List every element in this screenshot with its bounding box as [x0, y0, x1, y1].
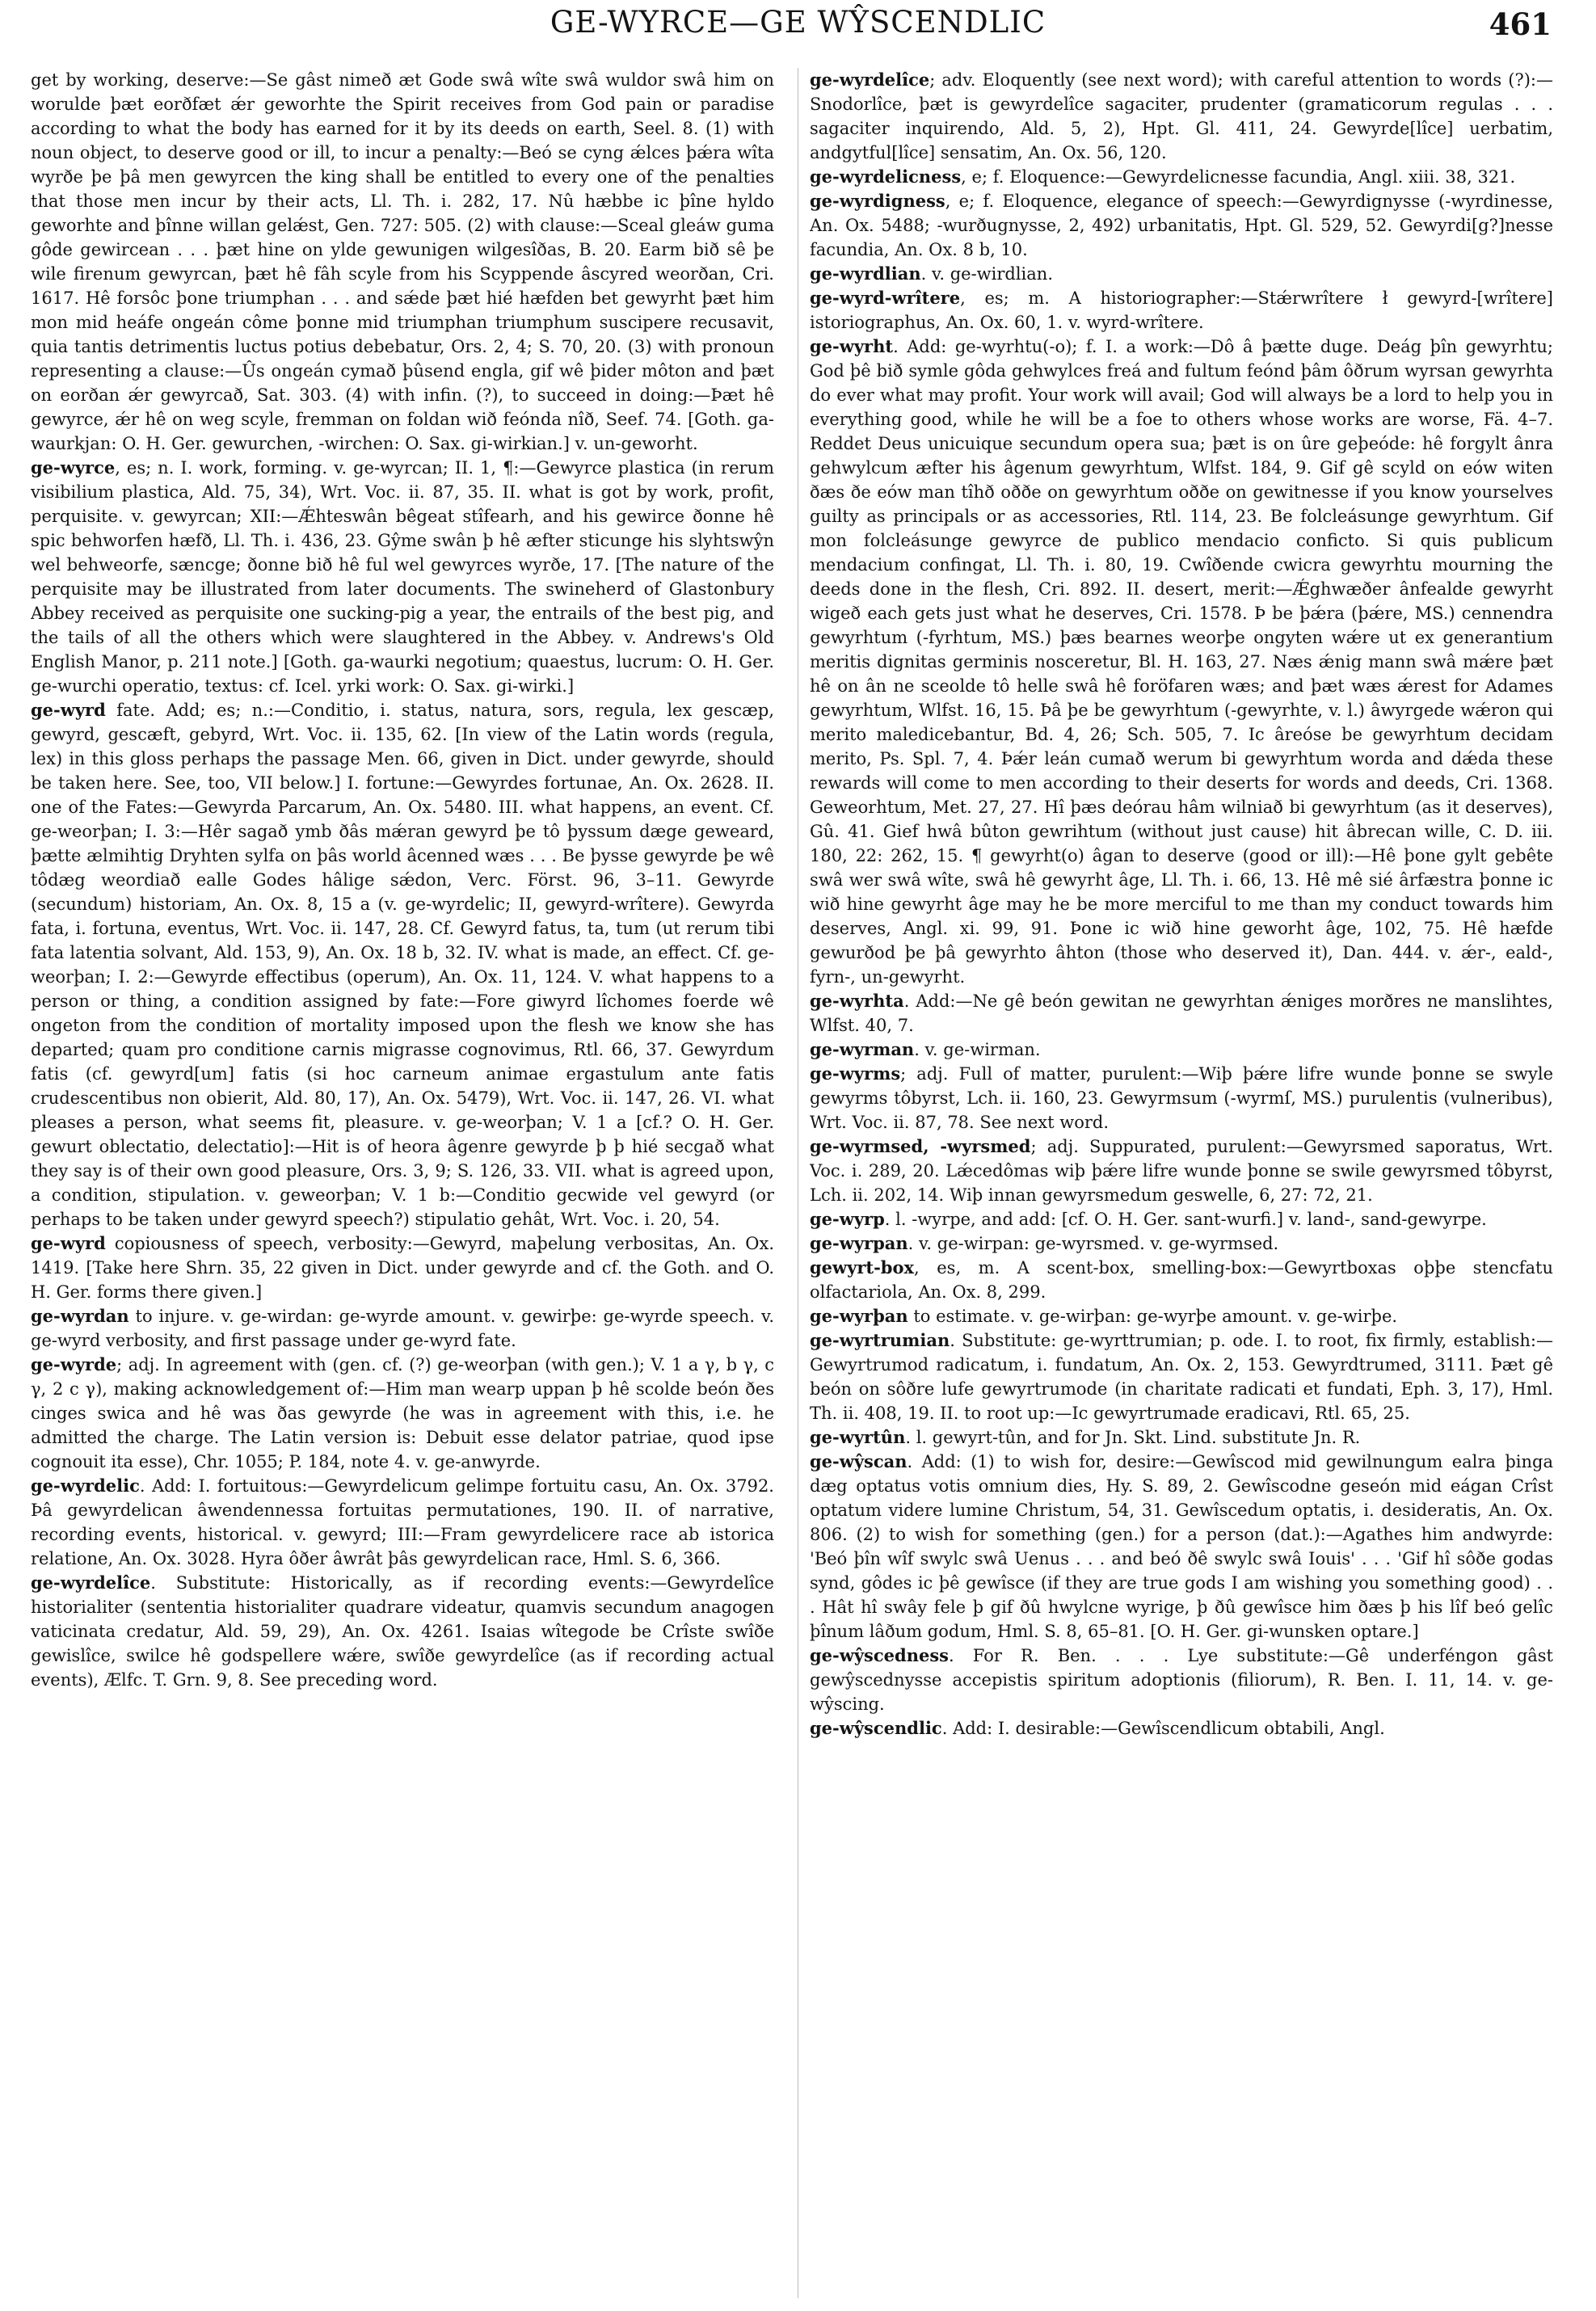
entry-text: . v. ge-wirman. [914, 1040, 1041, 1059]
dictionary-entry [810, 286, 1553, 335]
dictionary-entry [810, 262, 1553, 286]
page-header [0, 0, 1596, 65]
entry-headword: ge-wyrman [810, 1039, 915, 1059]
entry-headword: ge-wyrdlian [810, 263, 921, 284]
dictionary-entry [31, 68, 774, 456]
entry-text: . For R. Ben. . . . Lye substitute:—Gê underféngon gâst gewŷscednysse accepistis spiritum adoptionis (filiorum), R. Ben. I. 11, 14. v. ge-wŷscing. [810, 1646, 1553, 1714]
dictionary-entry [810, 1425, 1553, 1450]
entry-text: , es, m. A scent-box, smelling-box:—Gewyrtboxas oþþe stencfatu olfactariola, An. Ox. 8, 299. [810, 1258, 1553, 1302]
entry-text: to injure. v. ge-wirdan: ge-wyrde amount. v. gewirþe: ge-wyrde speech. v. ge-wyrd verbosity, and first passage under ge-wyrd fate. [31, 1307, 774, 1350]
entry-text: . Substitute: ge-wyrttrumian; p. ode. I. to root, fix firmly, establish:—Gewyrtrumod radicatum, i. fundatum, An. Ox. 2, 153. Gewyrdtrumed, 3111. Þæt gê beón on sôðre lufe gewyrtrumode (in charitate radicati et fundati, Eph. 3, 17), Hml. Th. ii. 408, 19. II. to root up:—Ic gewyrtrumade eradicavi, Rtl. 65, 25. [810, 1331, 1553, 1423]
dictionary-entry [31, 1474, 774, 1571]
entry-headword: ge-wyrpan [810, 1233, 908, 1253]
dictionary-entry [810, 68, 1553, 165]
dictionary-entry [810, 1328, 1553, 1425]
entry-headword: ge-wyrd-wrîtere [810, 288, 961, 308]
entry-headword: ge-wyrþan [810, 1306, 908, 1326]
entry-headword: ge-wyrms [810, 1063, 901, 1084]
dictionary-entry [810, 1062, 1553, 1134]
entry-headword: ge-wyrdan [31, 1306, 129, 1326]
dictionary-entry [810, 335, 1553, 989]
dictionary-entry [810, 1716, 1553, 1741]
entry-text: . Substitute: Historically, as if recording events:—Gewyrdelîce historialiter (sententia historialiter quadrare videatur, quamvis secundum anagogen vaticinata credatur, Ald. 59, 29), An. Ox. 4261. Isaias wîtegode be Crîste swîðe gewislîce, swilce hê godspellere wǽre, swîðe gewyrdelîce (as if recording actual events), Ælfc. T. Grn. 9, 8. See preceding word. [31, 1573, 774, 1690]
right-column [810, 68, 1553, 2298]
dictionary-entry [810, 189, 1553, 262]
entry-text: get by working, deserve:—Se gâst nimeð æt Gode swâ wîte swâ wuldor swâ him on worulde þæt eorðfæt ǽr geworhte the Spirit receives from God pain or paradise according to what the body has earned for it by its deeds on earth, Seel. 8. (1) with noun object, to deserve good or ill, to incur a penalty:—Beó se cyng ǽlces þǽra wîta wyrðe þe þâ men gewyrcen the king shall be entitled to every one of the penalties that those men incur by their acts, Ll. Th. i. 282, 17. Nû hæbbe ic þîne hyldo geworhte and þînne willan gelǽst, Gen. 727: 505. (2) with clause:—Sceal gleáw guma gôde gewircean . . . þæt hine on ylde gewunigen wilgesîðas, B. 20. Earm bið sê þe wile firenum gewyrcan, þæt hê fâh scyle from his Scyppende âscyred weorðan, Cri. 1617. Hê forsôc þone triumphan . . . and sǽde þæt hié hæfden bet gewyrht þæt him mon mid heáfe ongeán côme þonne mid triumphan triumphum suscipere recusavit, quia tantis detrimentis luctus potius debebatur, Ors. 2, 4; S. 70, 20. (3) with pronoun representing a clause:—Ûs ongeán cymað þûsend engla, gif wê þider môton and þæt on eorðan ǽr gewyrcað, Sat. 303. (4) with infin. (?), to succeed in doing:—Þæt hê gewyrce, ǽr hê on weg scyle, fremman on foldan wið feónda nîð, Seef. 74. [Goth. ga-waurkjan: O. H. Ger. gewurchen, -wirchen: O. Sax. gi-wirkian.] v. un-geworht. [31, 70, 774, 453]
entry-headword: ge-wyrce [31, 457, 116, 478]
entry-text: . Add: ge-wyrhtu(-o); f. I. a work:—Dô â þætte duge. Deág þîn gewyrhtu; God þê bið symle gôda gehwylces freá and fultum feónd þâm ôðrum wyrsan gewyrhta do ever what may profit. Your work will avail; God will always be a lord to help you in everything good, while he will be a foe to others whose works are worse, Fä. 4–7. Reddet Deus unicuique secundum opera sua; þæt is on ûre geþeóde: hê forgylt ânra gehwylcum æfter his âgenum gewyrhtum, Wlfst. 184, 9. Gif gê scyld on eów witen ðæs ðe eów man tîhð oððe on gewyrhtum oððe on gewitnesse if you know yourselves guilty as principals or as accessories, Rtl. 114, 23. Be folcleásunge gewyrhtum. Gif mon folcleásunge gewyrce de publico mendacio conficto. Si quis publicum mendacium confingat, Ll. Th. i. 80, 19. Cwîðende cwicra gewyrhtu mourning the deeds done in the flesh, Cri. 892. II. desert, merit:—Ǽghwæðer ânfealde gewyrht wigeð each gets just what he deserves, Cri. 1578. Þ be þǽra (þǽre, MS.) cennendra gewyrhtum (-fyrhtum, MS.) þæs bearnes weorþe ongyten wǽre ut ex generantium meritis dignitas germinis nosceretur, Bl. H. 163, 27. Næs ǽnig mann swâ mǽre þæt hê on ân ne sceolde tô helle swâ hê foröfaren wæs; and þæt wæs ǽrest for Adames gewyrhtum, Wlfst. 16, 15. Þâ þe be gewyrhtum (-gewyrhte, v. l.) âwyrgede wǽron qui merito maledicebantur, Bd. 4, 26; Sch. 505, 7. Ic âreóse be gewyrhtum decidam merito, Ps. Spl. 7, 4. Þǽr leán cumað werum bi gewyrhtum worda and dǽda these rewards will come to men according to their deserts for words and deeds, Cri. 1368. Geweorhtum, Met. 27, 27. Hî þæs deórau hâm wilniað bi gewyrhtum (as it deserves), Gû. 41. Gief hwâ bûton gewrihtum (without just cause) hit âbrecan wille, C. D. iii. 180, 22: 262, 15. ¶ gewyrht(o) âgan to deserve (good or ill):—Hê þone gylt gebête swâ wer swâ wîte, swâ hê gewyrht âge, Ll. Th. i. 66, 13. Hê mê sié ârfæstra þonne ic wið hine gewyrht âge may he be more merciful to me than my conduct towards him deserves, Angl. xi. 99, 91. Þone ic wið hine geworht âge, 102, 75. Hê hæfde gewurðod þe þâ gewyrhto âhton (those who deserved it), Dan. 444. v. ǽr-, eald-, fyrn-, un-gewyrht. [810, 337, 1553, 987]
left-column [31, 68, 774, 2298]
entry-text: , es; n. I. work, forming. v. ge-wyrcan; II. 1, ¶:—Gewyrce plastica (in rerum visibilium plastica, Ald. 75, 34), Wrt. Voc. ii. 87, 35. II. what is got by work, profit, perquisite. v. gewyrcan; XII:—Ǽhteswân bêgeat stîfearh, and his gewirce ðonne hê spic behworfen hæfð, Ll. Th. i. 436, 23. Gŷme swân þ hê æfter sticunge his slyhtswŷn wel behweorfe, sæncge; ðonne bið hê ful wel gewyrces wyrðe, 17. [The nature of the perquisite may be illustrated from later documents. The swineherd of Glastonbury Abbey received as perquisite one sucking-pig a year, the entrails of the best pig, and the tails of all the others which were slaughtered in the Abbey. v. Andrews's Old English Manor, p. 211 note.] [Goth. ga-waurki negotium; quaestus, lucrum: O. H. Ger. ge-wurchi operatio, textus: cf. Icel. yrki work: O. Sax. gi-wirki.] [31, 458, 774, 696]
entry-text: . Add: I. desirable:—Gewîscendlicum obtabili, Angl. [941, 1719, 1385, 1738]
entry-headword: ge-wŷscedness [810, 1645, 949, 1665]
dictionary-entry [810, 1644, 1553, 1716]
entry-text: , es; m. A historiographer:—Stǽrwrîtere ł gewyrd-[wrîtere] istoriographus, An. Ox. 60, 1. v. wyrd-wrîtere. [810, 288, 1553, 332]
dictionary-entry [31, 1304, 774, 1353]
entry-headword: ge-wyrdelic [31, 1475, 140, 1496]
entry-headword: ge-wŷscendlic [810, 1718, 942, 1738]
entry-headword: ge-wyrdelîce [31, 1572, 151, 1593]
entry-headword: ge-wyrde [31, 1354, 117, 1374]
entry-text: . v. ge-wirdlian. [920, 264, 1053, 284]
entry-text: ; adv. Eloquently (see next word); with careful attention to words (?):—Snodorlîce, þæt is gewyrdelîce sagaciter, prudenter (gramaticorum regulas . . . sagaciter inquirendo, Ald. 5, 2), Hpt. Gl. 411, 24. Gewyrde[lîce] uerbatim, andgytful[lîce] sensatim, An. Ox. 56, 120. [810, 70, 1553, 162]
entry-headword: ge-wyrht [810, 336, 894, 356]
running-title: GE-WYRCE—GE WŶSCENDLIC [550, 5, 1046, 40]
entry-text: ; adj. In agreement with (gen. cf. (?) ge-weorþan (with gen.); V. 1 a γ, b γ, c γ, 2 c γ), making acknowledgement of:—Him man wearp uppan þ hê scolde beón ðes cinges swica and hê was ðas gewyrde (he was in agreement with this, i.e. he admitted the charge. The Latin version is: Debuit esse delator patriae, quod ipse cognouit ita esse), Chr. 1055; P. 184, note 4. v. ge-anwyrde. [31, 1355, 774, 1471]
entry-headword: gewyrt-box [810, 1257, 915, 1278]
entry-headword: ge-wyrmsed, -wyrsmed [810, 1136, 1031, 1156]
entry-headword: ge-wyrdigness [810, 191, 945, 211]
entry-text: , e; f. Eloquence:—Gewyrdelicnesse facundia, Angl. xiii. 38, 321. [961, 167, 1516, 187]
entry-headword: ge-wyrp [810, 1209, 885, 1229]
entry-headword: ge-wyrdelîce [810, 69, 930, 90]
dictionary-entry [31, 698, 774, 1231]
dictionary-entry [31, 456, 774, 698]
entry-text: . l. -wyrpe, and add: [cf. O. H. Ger. sant-wurfi.] v. land-, sand-gewyrpe. [884, 1210, 1487, 1229]
dictionary-entry [810, 1207, 1553, 1231]
entry-text: copiousness of speech, verbosity:—Gewyrd, maþelung verbositas, An. Ox. 1419. [Take here Shrn. 35, 22 given in Dict. under gewyrde and cf. the Goth. and O. H. Ger. forms there given.] [31, 1234, 774, 1302]
entry-headword: ge-wyrd [31, 1233, 106, 1253]
entry-text: . v. ge-wirpan: ge-wyrsmed. v. ge-wyrmsed. [907, 1234, 1279, 1253]
entry-text: . Add: I. fortuitous:—Gewyrdelicum gelimpe fortuitu casu, An. Ox. 3792. Þâ gewyrdelican âwendennessa fortuitas permutationes, 190. II. of narrative, recording events, historical. v. gewyrd; III:—Fram gewyrdelicere race ab istorica relatione, An. Ox. 3028. Hyra ôðer âwrât þâs gewyrdelican race, Hml. S. 6, 366. [31, 1476, 774, 1568]
entry-text: ; adj. Full of matter, purulent:—Wiþ þǽre lifre wunde þonne se swyle gewyrms tôbyrst, Lch. ii. 160, 23. Gewyrmsum (-wyrmſ, MS.) purulentis (vulneribus), Wrt. Voc. ii. 87, 78. See next word. [810, 1064, 1553, 1132]
dictionary-entry [810, 1038, 1553, 1062]
dictionary-entry [31, 1571, 774, 1692]
dictionary-entry [810, 165, 1553, 189]
entry-text: to estimate. v. ge-wirþan: ge-wyrþe amount. v. ge-wirþe. [907, 1307, 1398, 1326]
entry-headword: ge-wyrtrumian [810, 1330, 950, 1350]
entry-text: ; adj. Suppurated, purulent:—Gewyrsmed saporatus, Wrt. Voc. i. 289, 20. Lǽcedômas wiþ þǽre lifre wunde þonne se swile gewyrsmed tôbyrst, Lch. ii. 202, 14. Wiþ innan gewyrsmedum geswelle, 6, 27: 72, 21. [810, 1137, 1553, 1205]
dictionary-entry [810, 1231, 1553, 1256]
page-number: 461 [1489, 6, 1552, 42]
dictionary-entry [810, 1304, 1553, 1328]
entry-text: . Add:—Ne gê beón gewitan ne gewyrhtan ǽniges morðres ne manslihtes, Wlfst. 40, 7. [810, 991, 1553, 1035]
dictionary-entry [31, 1231, 774, 1304]
dictionary-entry [810, 989, 1553, 1038]
entry-headword: ge-wyrdelicness [810, 166, 962, 187]
dictionary-entry [810, 1134, 1553, 1207]
entry-headword: ge-wyrhta [810, 991, 904, 1011]
dictionary-entry [810, 1256, 1553, 1304]
entry-text: . l. gewyrt-tûn, and for Jn. Skt. Lind. substitute Jn. R. [905, 1428, 1361, 1447]
dictionary-entry [810, 1450, 1553, 1644]
entry-text: fate. Add; es; n.:—Conditio, i. status, natura, sors, regula, lex gescæp, gewyrd, gescæft, gebyrd, Wrt. Voc. ii. 135, 62. [In view of the Latin words (regula, lex) in this gloss perhaps the passage Men. 66, given in Dict. under gewyrde, should be taken here. See, too, VII below.] I. fortune:—Gewyrdes fortunae, An. Ox. 2628. II. one of the Fates:—Gewyrda Parcarum, An. Ox. 5480. III. what happens, an event. Cf. ge-weorþan; I. 3:—Hêr sagað ymb ðâs mǽran gewyrd þe tô þyssum dæge geweard, þætte ælmihtig Dryhten sylfa on þâs world âcenned wæs . . . Be þysse gewyrde þe wê tôdæg weordiað ealle Godes hâlige sǽdon, Verc. Först. 96, 3–11. Gewyrde (secundum) historiam, An. Ox. 8, 15 a (v. ge-wyrdelic; II, gewyrd-wrîtere). Gewyrda fata, i. fortuna, eventus, Wrt. Voc. ii. 147, 28. Cf. Gewyrd fatus, ta, tum (ut rerum tibi fata latentia solvant, Ald. 153, 9), An. Ox. 18 b, 32. IV. what is made, an effect. Cf. ge-weorþan; I. 2:—Gewyrde effectibus (operum), An. Ox. 11, 124. V. what happens to a person or thing, a condition assigned by fate:—Fore giwyrd lîchomes foerde wê ongeton from the condition of mortality imposed upon the flesh we know she has departed; quam pro conditione carnis migrasse cognovimus, Rtl. 66, 37. Gewyrdum fatis (cf. gewyrd[um] fatis (si hoc carneum animae ergastulum ante fatis crudescentibus non obierit, Ald. 80, 17), An. Ox. 5479), Wrt. Voc. ii. 147, 26. VI. what pleases a person, what seems fit, pleasure. v. ge-weorþan; V. 1 a [cf.? O. H. Ger. gewurt oblectatio, delectatio]:—Hit is of heora âgenre gewyrde þ þ hié secgað what they say is of their own good pleasure, Ors. 3, 9; S. 126, 33. VII. what is agreed upon, a condition, stipulation. v. geweorþan; V. 1 b:—Conditio gecwide vel gewyrd (or perhaps to be taken under gewyrd speech?) stipulatio gehât, Wrt. Voc. i. 20, 54. [31, 701, 774, 1229]
entry-text: . Add: (1) to wish for, desire:—Gewîscod mid gewilnungum ealra þinga dæg optatus votis omnium dies, Hy. S. 89, 2. Gewîscodne geseón mid eágan Crîst optatum videre lumine Christum, 54, 31. Gewîscedum optatis, i. desideratis, An. Ox. 806. (2) to wish for something (gen.) for a person (dat.):—Agathes him andwyrde: 'Beó þîn wîf swylc swâ Uenus . . . and beó ðê swylc swâ Iouis' . . . 'Gif hî sôðe godas synd, gôdes ic þê gewîsce (if they are true gods I am wishing you something good) . . . Hât hî swây fele þ gif ðû hwylcne wyrige, þ ðû gewîsce him ðæs þ his lîf beó gelîc þînum lâðum godum, Hml. S. 8, 65–81. [O. H. Ger. gi-wunsken optare.] [810, 1452, 1553, 1641]
entry-headword: ge-wŷscan [810, 1451, 907, 1471]
dictionary-entry [31, 1353, 774, 1474]
entry-headword: ge-wyrtûn [810, 1427, 906, 1447]
entry-text: , e; f. Eloquence, elegance of speech:—Gewyrdignysse (-wyrdinesse, An. Ox. 5488; -wurðugnysse, 2, 492) urbanitatis, Hpt. Gl. 529, 52. Gewyrdi[g?]nesse facundia, An. Ox. 8 b, 10. [810, 192, 1553, 259]
entry-headword: ge-wyrd [31, 700, 106, 720]
